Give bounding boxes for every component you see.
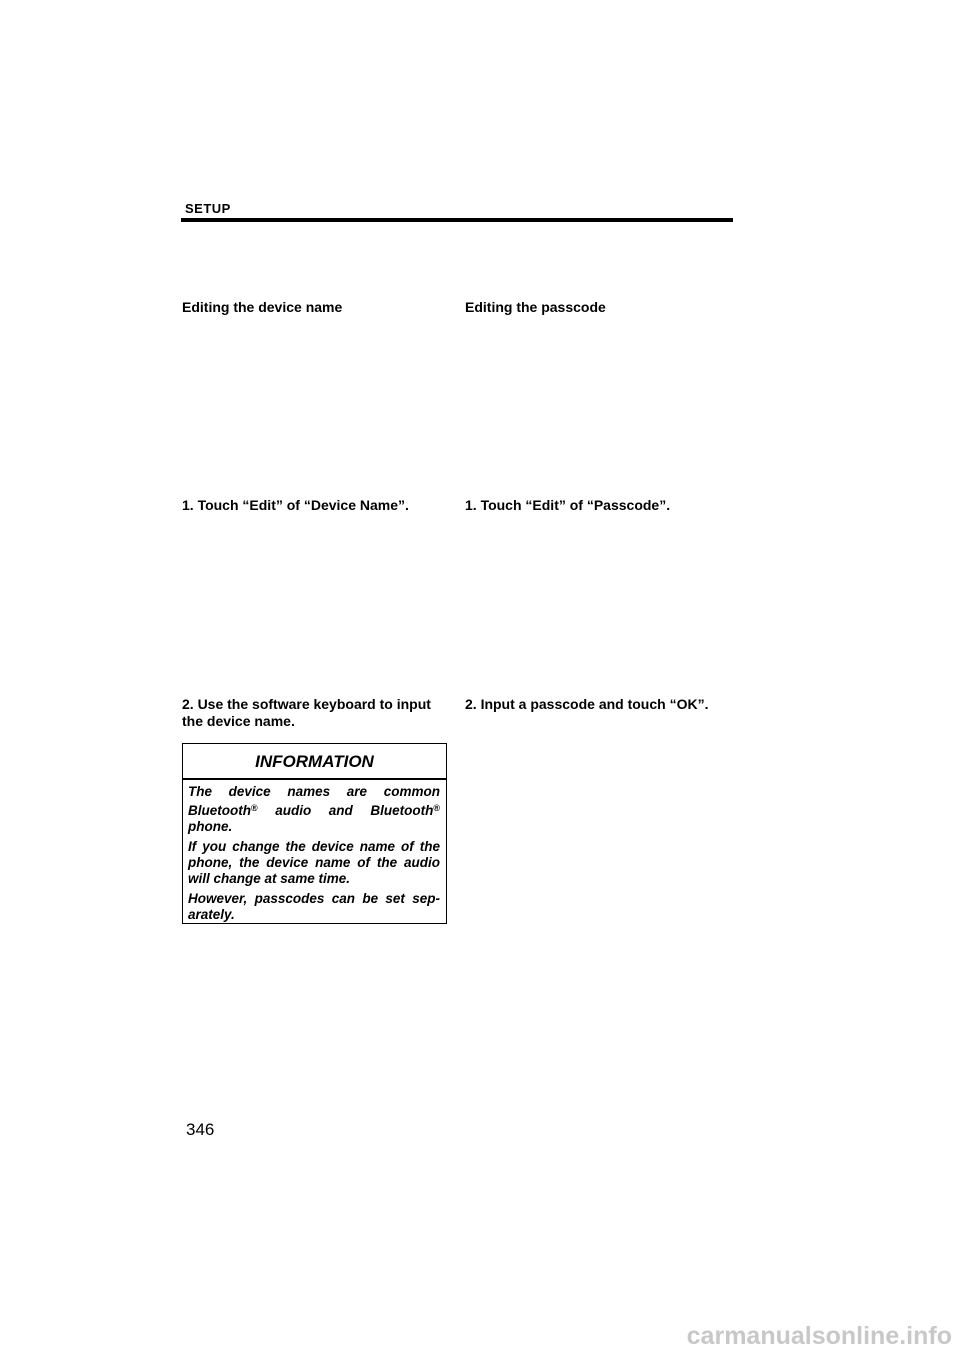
passcode-step-2: 2. Input a passcode and touch “OK”. [465,696,709,712]
bluetooth-text-1: Bluetooth [188,803,251,818]
device-name-step-2 [182,696,431,730]
information-box [182,743,447,924]
device-name-step-2-line-1: 2. Use the software keyboard to input [182,696,431,712]
section-title: SETUP [185,201,231,216]
info-p2-line-1: If you change the device name of the [188,839,440,854]
passcode-heading: Editing the passcode [465,299,606,315]
information-title: INFORMATION [255,752,374,771]
info-p1-line-1: The device names are common [188,784,440,799]
information-paragraph-1 [188,784,440,835]
watermark: carmanualsonline.info [686,1322,952,1350]
info-p2-line-2: phone, the device name of the audio [188,855,440,870]
page-number: 346 [186,1120,215,1139]
registered-mark-1: ® [251,803,258,813]
information-divider [183,778,446,780]
header-rule [181,218,733,222]
device-name-step-2-line-2: the device name. [182,713,295,729]
device-name-step-1: 1. Touch “Edit” of “Device Name”. [182,497,409,513]
registered-mark-2: ® [433,803,440,813]
info-p3-line-1: However, passcodes can be set sep- [188,891,440,906]
passcode-step-1: 1. Touch “Edit” of “Passcode”. [465,497,671,513]
information-body [188,784,440,927]
information-paragraph-3 [188,891,440,923]
info-p3-line-2: arately. [188,907,235,922]
info-p2-line-3: will change at same time. [188,871,351,886]
information-paragraph-2 [188,839,440,887]
device-name-heading: Editing the device name [182,299,343,315]
info-p1-line-2 [188,800,440,819]
audio-and-bluetooth-text: audio and Bluetooth [257,803,434,818]
info-p1-line-3: phone. [188,819,233,834]
